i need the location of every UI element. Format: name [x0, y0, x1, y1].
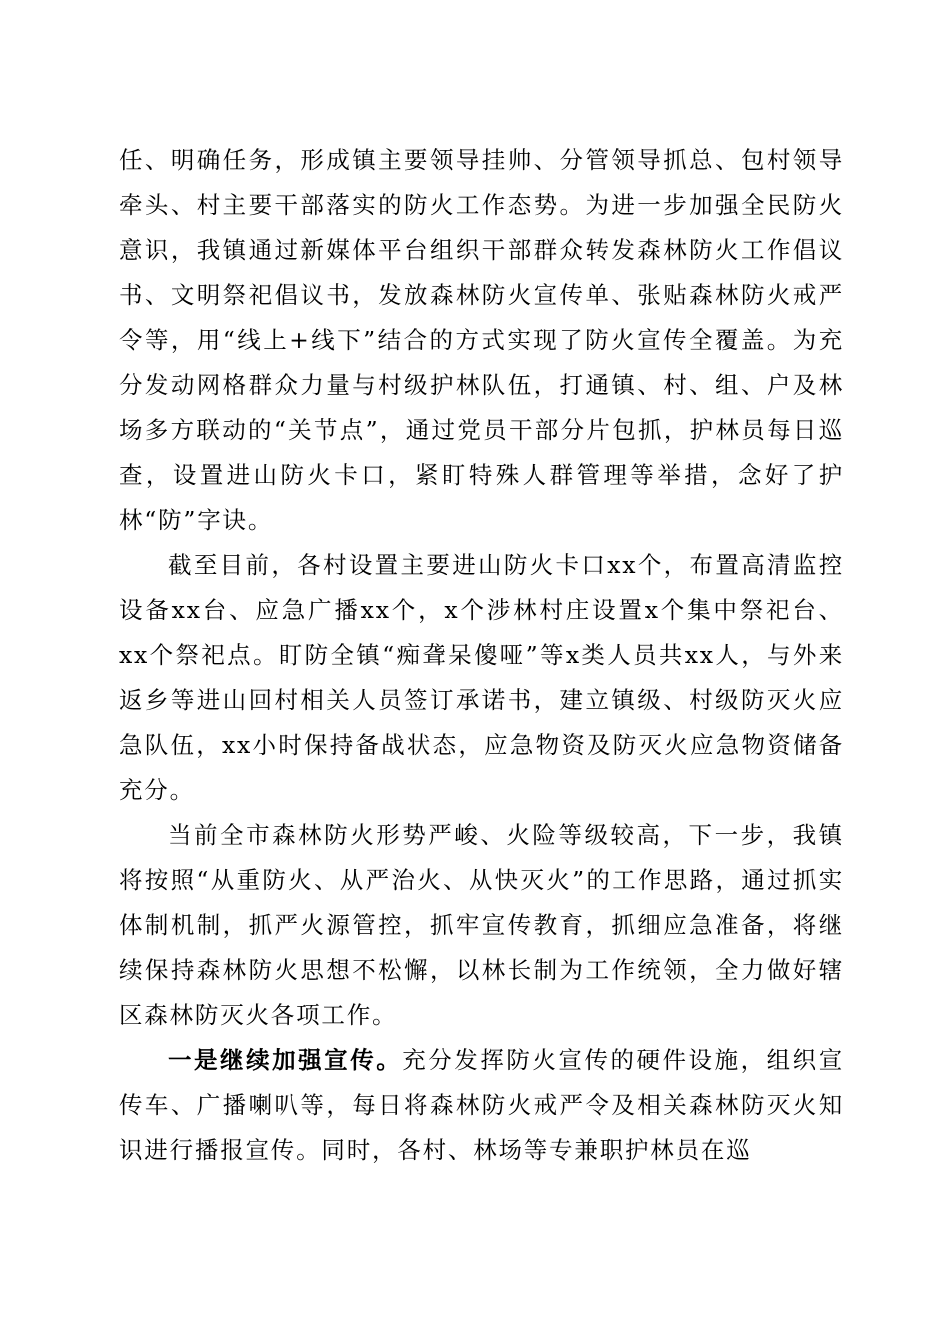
- paragraph-publicity: [119, 1038, 844, 1173]
- paragraph-statistics: 截至目前，各村设置主要进山防火卡口xx个，布置高清监控设备xx台、应急广播xx个，x个涉林村庄设置x个集中祭祀台、xx个祭祀点。盯防全镇“痴聋呆傻哑”等x类人员共xx人，与外来返乡等进山回村相关人员签订承诺书，建立镇级、村级防灭火应急队伍，xx小时保持备战状态，应急物资及防灭火应急物资储备充分。: [119, 551, 844, 804]
- paragraph-lead-heading: 一是继续加强宣传。: [168, 1046, 403, 1074]
- paragraph-next-steps: 当前全市森林防火形势严峻、火险等级较高，下一步，我镇将按照“从重防火、从严治火、从快灭火”的工作思路，通过抓实体制机制，抓严火源管控，抓牢宣传教育，抓细应急准备，将继续保持森林防火思想不松懈，以林长制为工作统领，全力做好辖区森林防灭火各项工作。: [119, 821, 844, 1029]
- paragraph-publicity-text: 充分发挥防火宣传的硬件设施，组织宣传车、广播喇叭等，每日将森林防火戒严令及相关森林防灭火知识进行播报宣传。同时，各村、林场等专兼职护林员在巡: [119, 1046, 844, 1164]
- document-body: [119, 138, 844, 1173]
- paragraph-continuation: 任、明确任务，形成镇主要领导挂帅、分管领导抓总、包村领导牵头、村主要干部落实的防火工作态势。为进一步加强全民防火意识，我镇通过新媒体平台组织干部群众转发森林防火工作倡议书、文明祭祀倡议书，发放森林防火宣传单、张贴森林防火戒严令等，用“线上+线下”结合的方式实现了防火宣传全覆盖。为充分发动网格群众力量与村级护林队伍，打通镇、村、组、户及林场多方联动的“关节点”，通过党员干部分片包抓，护林员每日巡查，设置进山防火卡口，紧盯特殊人群管理等举措，念好了护林“防”字诀。: [119, 146, 844, 534]
